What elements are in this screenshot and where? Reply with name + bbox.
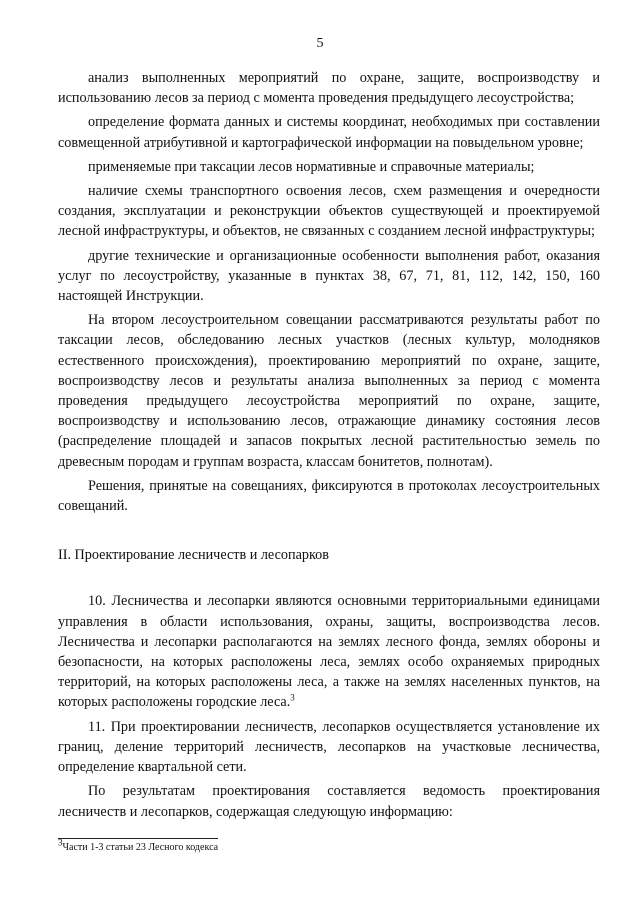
- paragraph-transport-scheme: наличие схемы транспортного освоения лесов, схем размещения и очередности создания, эксплуатации и реконструкции объектов существующей и проектируемой лесной инфраструктуры, и объектов, не связанных с созданием лесной инфраструктуры;: [58, 183, 600, 240]
- footnote-divider: [58, 838, 218, 839]
- paragraph-second-meeting: На втором лесоустроительном совещании рассматриваются результаты работ по таксации лесов, обследованию лесных участков (лесных культур, молодняков естественного происхождения), проектированию мероприятий по охране, защите, воспроизводству лесов и результаты анализа выполненных за период с момента проведения предыдущего лесоустройства мероприятий по охране, защите, воспроизводству и использованию лесов, отражающие динамику состояния лесов (распределение площадей и запасов покрытых лесной растительностью земель по древесным породам и группам возраста, классам бонитетов, полнотам).: [58, 312, 600, 470]
- paragraph-results: По результатам проектирования составляется ведомость проектирования лесничеств и лесопарков, содержащая следующую информацию:: [58, 783, 600, 820]
- footnote-marker: 3: [58, 837, 63, 848]
- paragraph-decisions: Решения, принятые на совещаниях, фиксируются в протоколах лесоустроительных совещаний.: [58, 477, 600, 515]
- page-number: 5: [316, 36, 324, 51]
- footnote-reference[interactable]: 3: [290, 692, 295, 703]
- paragraph-10: [58, 591, 600, 712]
- document-body: [58, 68, 600, 822]
- footnote-text: Части 1-3 статьи 23 Лесного кодекса: [62, 842, 219, 853]
- paragraph-data-format: определение формата данных и системы координат, необходимых при составлении совмещенной атрибутивной и картографической информации на повыдельном уровне;: [58, 114, 600, 151]
- paragraph-11: 11. При проектировании лесничеств, лесопарков осуществляется установление их границ, деление территорий лесничеств, лесопарков на участковые лесничества, определение квартальной сети.: [58, 718, 600, 776]
- paragraph-10-text: 10. Лесничества и лесопарки являются основными территориальными единицами управления в области использования, охраны, защиты, воспроизводства лесов. Лесничества и лесопарки располагаются на землях лесного фонда, землях обороны и безопасности, на которых расположены леса, землях особо охраняемых природных территорий, на которых расположены леса, а также на землях населенных пунктов, на которых расположены городские леса.: [58, 593, 600, 711]
- footnote: [58, 837, 219, 854]
- paragraph-other-features: другие технические и организационные особенности выполнения работ, оказания услуг по лесоустройству, указанные в пунктах 38, 67, 71, 81, 112, 142, 150, 160 настоящей Инструкции.: [58, 247, 600, 305]
- paragraph-analysis: анализ выполненных мероприятий по охране, защите, воспроизводству и использованию лесов за период с момента проведения предыдущего лесоустройства;: [58, 70, 600, 107]
- section-heading: II. Проектирование лесничеств и лесопарков: [58, 547, 329, 564]
- paragraph-reference-materials: применяемые при таксации лесов нормативные и справочные материалы;: [88, 158, 535, 175]
